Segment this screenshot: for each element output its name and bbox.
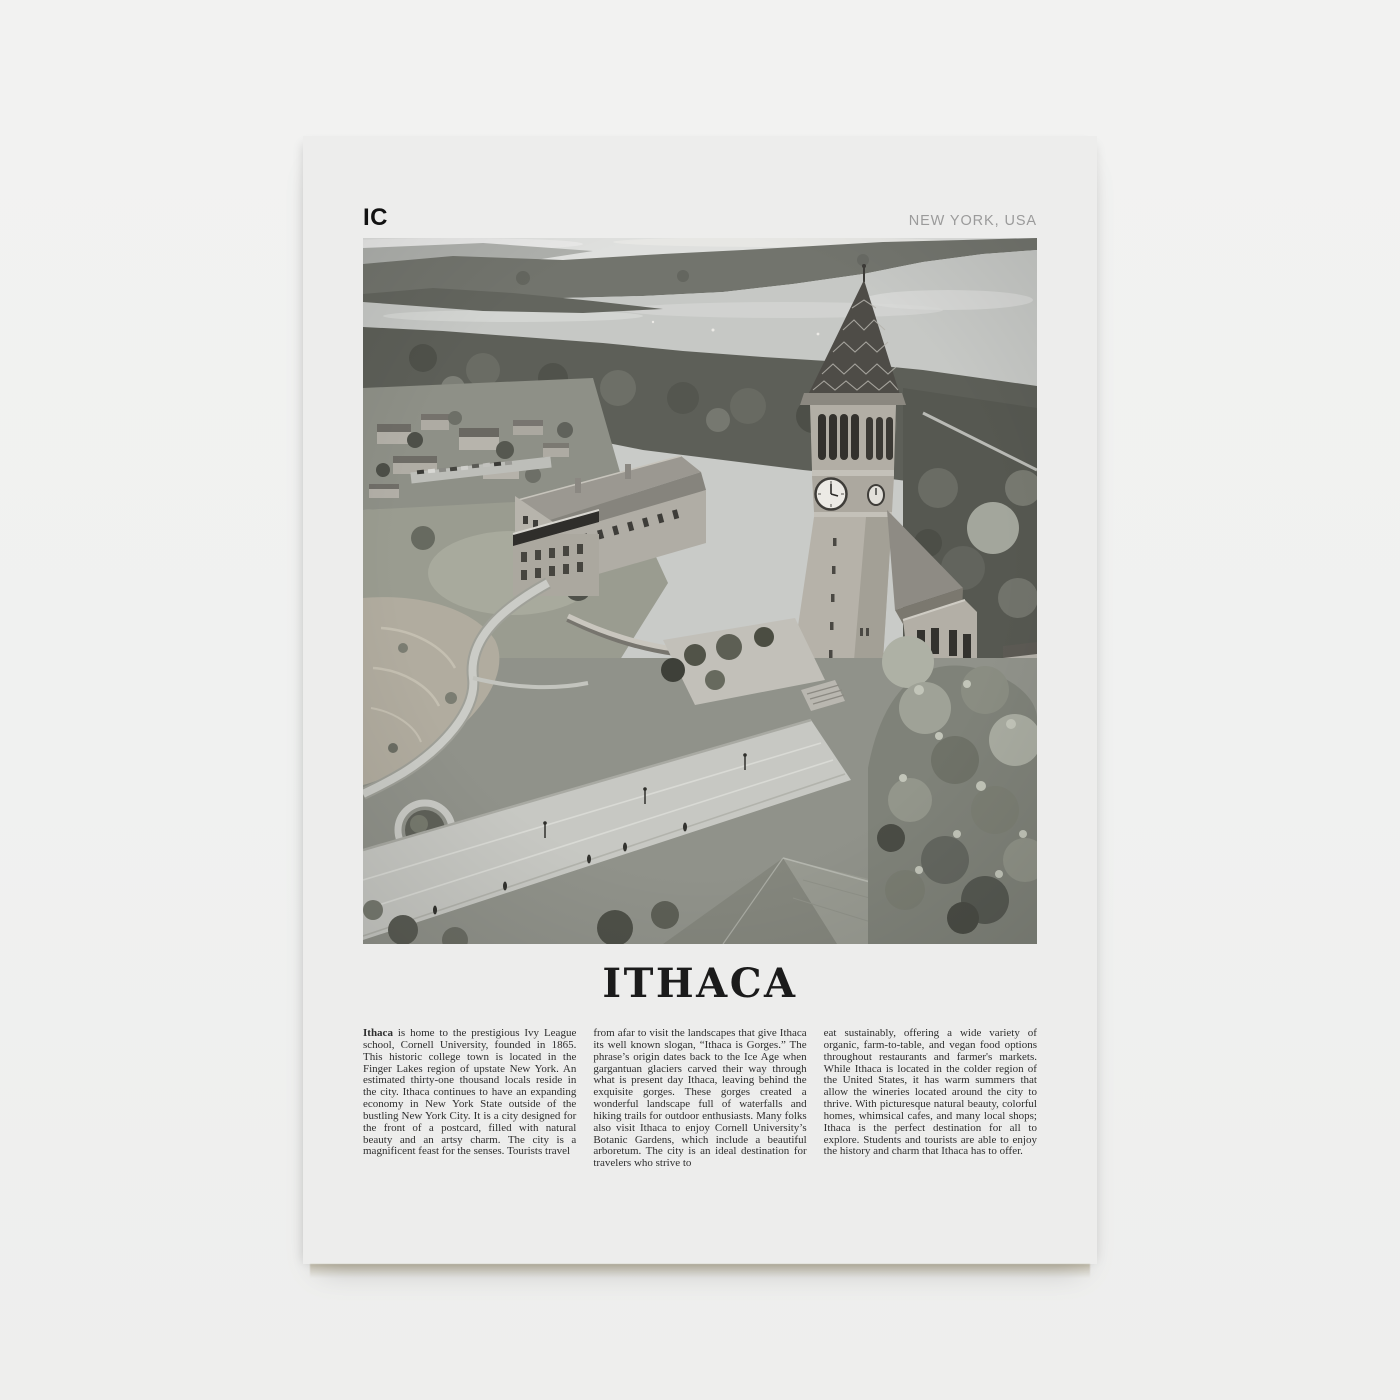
body-columns (363, 1028, 1037, 1170)
poster-location: NEW YORK, USA (908, 212, 1037, 229)
body-column-2: from afar to visit the landscapes that give Ithaca its well known slogan, “Ithaca is Gorges.” The phrase’s origin dates back to the Ice Age when gargantuan glaciers carved their way through what is present day Ithaca, leaving behind the exquisite gorges. These gorges created a wonderful landscape full of waterfalls and hiking trails for outdoor enthusiasts. Many folks also visit Ithaca to enjoy Cornell University’s Botanic Gardens, which include a beautiful arboretum. The city is an ideal destination for travelers who strive to (593, 1027, 807, 1170)
body-column-1 (363, 1028, 576, 1170)
poster (303, 136, 1097, 1264)
body-column-3: eat sustainably, offering a wide variety of organic, farm-to-table, and vegan food options throughout restaurants and farmer's markets. While Ithaca is located in the colder region of the United States, it has warm summers that allow the wineries located around the city to thrive. With picturesque natural beauty, colorful homes, whimsical cafes, and many local shops; Ithaca is the perfect destination for all to explore. Students and tourists are able to enjoy the history and charm that Ithaca has to offer. (823, 1027, 1037, 1158)
column-1-text: is home to the prestigious Ivy League school, Cornell University, founded in 1865. This historic college town is located in the Finger Lakes region of upstate New York. An estimated thirty-one thousand locals reside in the city. Ithaca continues to have an expanding economy in New York State outside of the bustling New York City. It is a city designed for the front of a postcard, filled with natural beauty and an artsy charm. The city is a magnificent feast for the senses. Tourists travel (363, 1027, 577, 1158)
lead-word: Ithaca (363, 1027, 393, 1039)
poster-logo: IC (363, 204, 388, 231)
poster-photo (363, 238, 1037, 944)
poster-header (363, 206, 1037, 230)
photo-illustration (363, 238, 1037, 944)
poster-title: ITHACA (602, 960, 798, 1007)
